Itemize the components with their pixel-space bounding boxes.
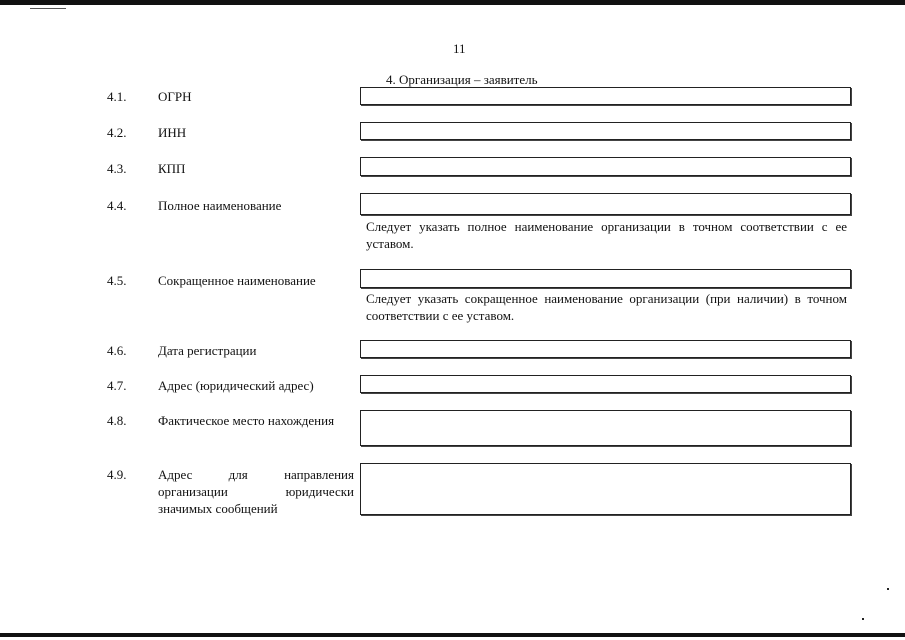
section-title: 4. Организация – заявитель [386, 72, 538, 87]
full-name-hint: Следует указать полное наименование организации в точном соответствии с ее уставом. [366, 219, 847, 251]
inn-input[interactable] [360, 122, 851, 140]
field-number-4-9: 4.9. [107, 467, 127, 482]
field-number-4-7: 4.7. [107, 378, 127, 393]
top-border-rule [0, 0, 905, 5]
short-name-hint: Следует указать сокращенное наименование организации (при наличии) в точном соответствии с ее уставом. [366, 291, 847, 323]
field-number-4-6: 4.6. [107, 343, 127, 358]
ogrn-input[interactable] [360, 87, 851, 105]
kpp-input[interactable] [360, 157, 851, 176]
field-label-short-name: Сокращенное наименование [158, 273, 316, 288]
bottom-border-rule [0, 633, 905, 637]
short-name-input[interactable] [360, 269, 851, 288]
field-label-legal-address: Адрес (юридический адрес) [158, 378, 314, 393]
full-name-input[interactable] [360, 193, 851, 215]
field-label-legal-correspondence-address: Адрес для направления организации юридически значимых сообщений [158, 467, 354, 516]
field-label-ogrn: ОГРН [158, 89, 192, 104]
field-label-inn: ИНН [158, 125, 187, 140]
field-label-kpp: КПП [158, 161, 186, 176]
field-label-full-name: Полное наименование [158, 198, 282, 213]
field-number-4-5: 4.5. [107, 273, 127, 288]
registration-date-input[interactable] [360, 340, 851, 358]
legal-correspondence-address-input[interactable] [360, 463, 851, 515]
scan-speck [862, 618, 864, 620]
field-number-4-1: 4.1. [107, 89, 127, 104]
scan-speck [887, 588, 889, 590]
field-label-registration-date: Дата регистрации [158, 343, 257, 358]
page-number: 11 [453, 41, 466, 56]
field-number-4-3: 4.3. [107, 161, 127, 176]
field-number-4-4: 4.4. [107, 198, 127, 213]
field-number-4-2: 4.2. [107, 125, 127, 140]
actual-location-input[interactable] [360, 410, 851, 446]
field-label-actual-location: Фактическое место нахождения [158, 413, 335, 428]
field-number-4-8: 4.8. [107, 413, 127, 428]
top-thin-rule [30, 8, 66, 9]
legal-address-input[interactable] [360, 375, 851, 393]
